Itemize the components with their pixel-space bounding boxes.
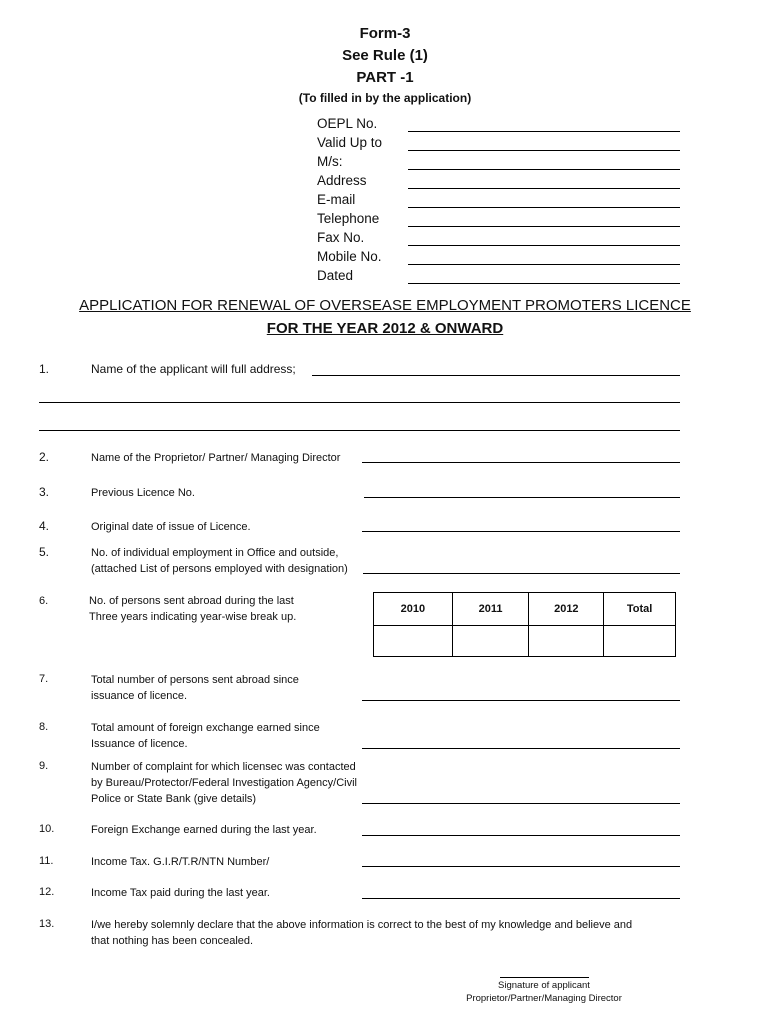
question-text: issuance of licence. [91, 690, 187, 702]
answer-line[interactable] [39, 402, 680, 403]
answer-line[interactable] [362, 531, 680, 532]
declaration-text: that nothing has been concealed. [91, 935, 254, 947]
question-text: Original date of issue of Licence. [91, 521, 251, 533]
valid-up-to-field[interactable] [408, 150, 680, 151]
signatory-role: Proprietor/Partner/Managing Director [466, 993, 622, 1004]
question-number: 2. [39, 450, 50, 464]
year-header: 2012 [529, 593, 604, 626]
mobile-field[interactable] [408, 264, 680, 265]
question-text: No. of individual employment in Office and outside, [91, 547, 339, 559]
question-text: Three years indicating year-wise break up. [89, 611, 297, 623]
question-number: 10. [39, 823, 55, 835]
question-text: (attached List of persons employed with designation) [91, 563, 348, 575]
ms-field[interactable] [408, 169, 680, 170]
fax-field[interactable] [408, 245, 680, 246]
question-text: Issuance of licence. [91, 738, 188, 750]
signature-label: Signature of applicant [498, 980, 590, 991]
ms-label: M/s: [317, 154, 343, 169]
year-breakup-table [373, 592, 676, 657]
dated-label: Dated [317, 268, 354, 283]
fill-note: (To filled in by the application) [298, 91, 472, 105]
question-number: 5. [39, 545, 50, 559]
question-text: Income Tax paid during the last year. [91, 887, 270, 899]
answer-line[interactable] [362, 700, 680, 701]
signature-line[interactable] [500, 977, 589, 978]
answer-line[interactable] [362, 866, 680, 867]
telephone-label: Telephone [317, 211, 380, 226]
year-header: 2011 [452, 593, 529, 626]
valid-up-to-label: Valid Up to [317, 135, 383, 150]
part-label: PART -1 [356, 69, 414, 86]
answer-line[interactable] [362, 898, 680, 899]
year-cell-2012[interactable] [529, 626, 604, 657]
question-number: 11. [39, 855, 54, 867]
answer-line[interactable] [39, 430, 680, 431]
question-number: 8. [39, 721, 49, 733]
question-text: Total number of persons sent abroad since [91, 674, 299, 686]
email-label: E-mail [317, 192, 356, 207]
question-text: Previous Licence No. [91, 487, 195, 499]
telephone-field[interactable] [408, 226, 680, 227]
application-subtitle: FOR THE YEAR 2012 & ONWARD [266, 320, 504, 337]
question-text: Name of the applicant will full address; [91, 362, 296, 376]
application-title: APPLICATION FOR RENEWAL OF OVERSEASE EMPLOYMENT PROMOTERS LICENCE [79, 297, 691, 314]
email-field[interactable] [408, 207, 680, 208]
address-label: Address [317, 173, 367, 188]
question-number: 4. [39, 519, 50, 533]
form-number: Form-3 [359, 25, 411, 42]
question-text: No. of persons sent abroad during the last [89, 595, 294, 607]
mobile-label: Mobile No. [317, 249, 382, 264]
answer-line[interactable] [362, 835, 680, 836]
answer-line[interactable] [363, 573, 680, 574]
oepl-no-field[interactable] [408, 131, 680, 132]
answer-line[interactable] [362, 803, 680, 804]
question-number: 13. [39, 918, 55, 930]
question-text: Number of complaint for which licensec was contacted [91, 761, 356, 773]
declaration-text: I/we hereby solemnly declare that the above information is correct to the best of my knowledge and believe and [91, 919, 633, 931]
question-text: Total amount of foreign exchange earned since [91, 722, 320, 734]
answer-line[interactable] [362, 462, 680, 463]
question-text: Police or State Bank (give details) [91, 793, 257, 805]
year-cell-2010[interactable] [374, 626, 453, 657]
question-text: Foreign Exchange earned during the last year. [91, 824, 317, 836]
answer-line[interactable] [362, 748, 680, 749]
rule-reference: See Rule (1) [342, 47, 428, 64]
question-number: 1. [39, 362, 50, 376]
year-header: 2010 [374, 593, 453, 626]
question-number: 6. [39, 595, 49, 607]
total-cell[interactable] [604, 626, 676, 657]
question-number: 9. [39, 760, 49, 772]
answer-line[interactable] [364, 497, 680, 498]
oepl-no-label: OEPL No. [317, 116, 378, 131]
question-text: Income Tax. G.I.R/T.R/NTN Number/ [91, 856, 270, 868]
question-text: by Bureau/Protector/Federal Investigation Agency/Civil [91, 777, 357, 789]
question-text: Name of the Proprietor/ Partner/ Managing Director [91, 452, 341, 464]
question-number: 3. [39, 485, 50, 499]
year-cell-2011[interactable] [452, 626, 529, 657]
address-field[interactable] [408, 188, 680, 189]
question-number: 7. [39, 673, 49, 685]
dated-field[interactable] [408, 283, 680, 284]
answer-line[interactable] [312, 375, 680, 376]
total-header: Total [604, 593, 676, 626]
question-number: 12. [39, 886, 55, 898]
fax-label: Fax No. [317, 230, 365, 245]
